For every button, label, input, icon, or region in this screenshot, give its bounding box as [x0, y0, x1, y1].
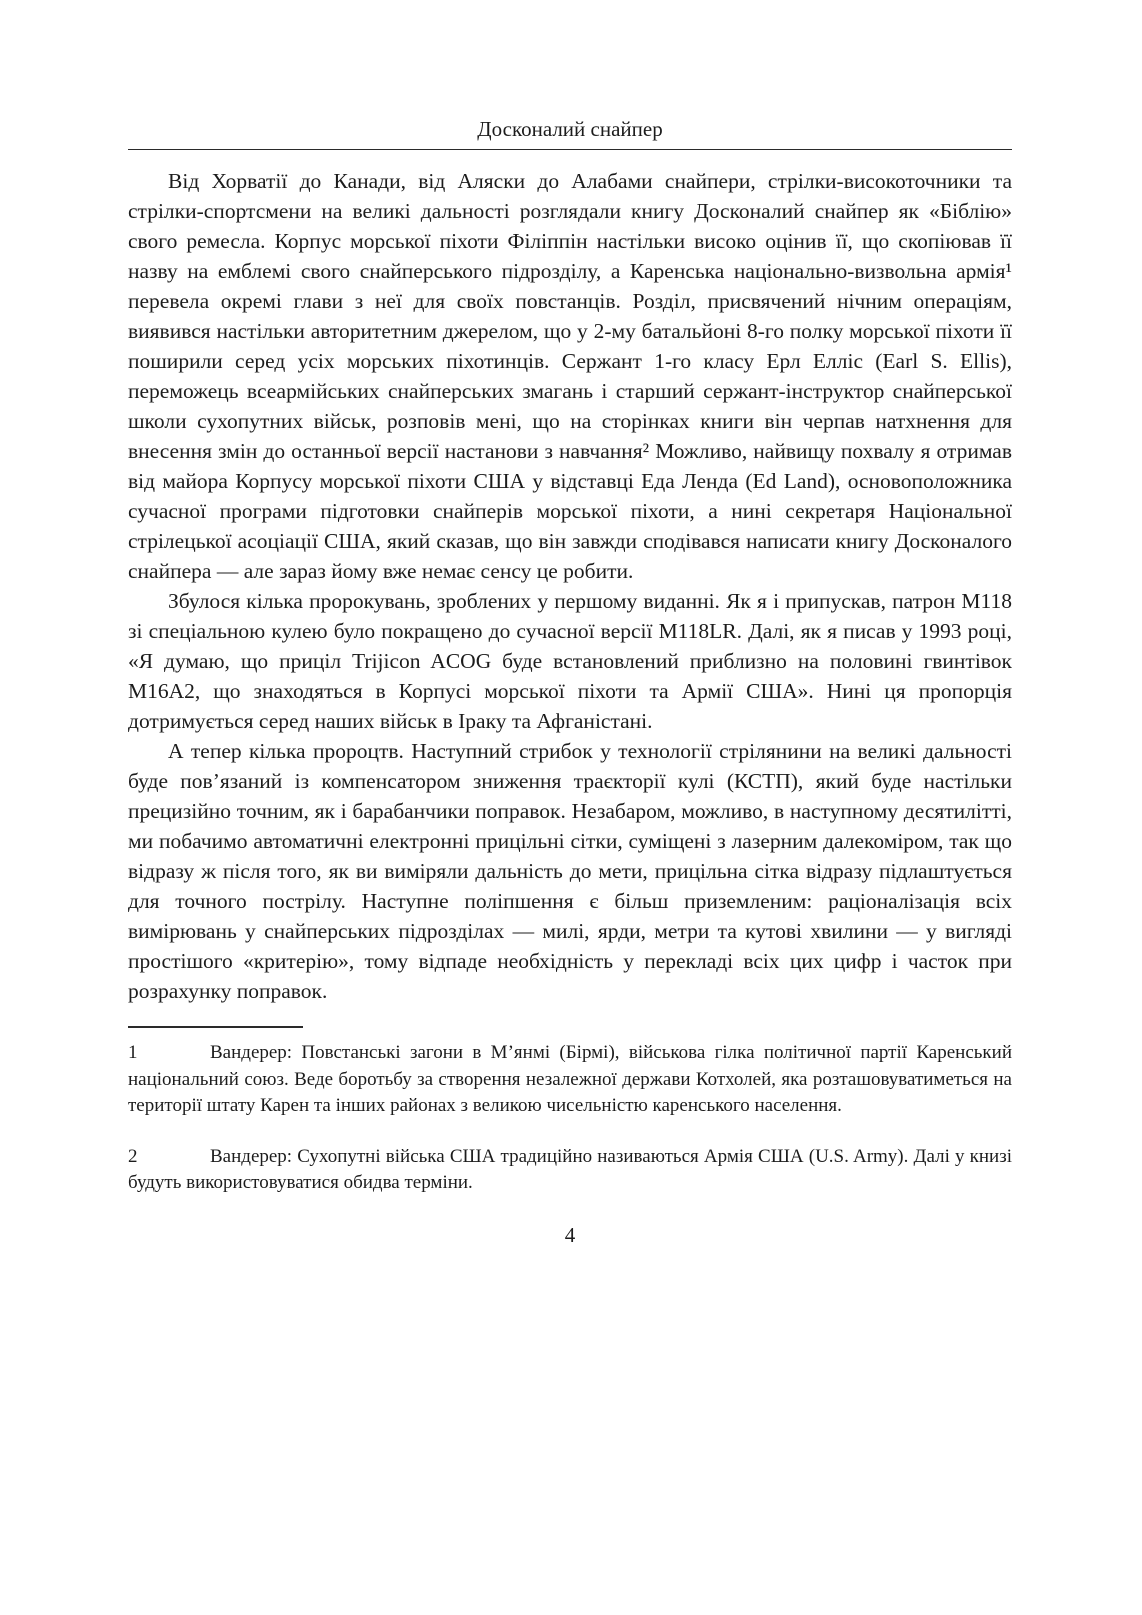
footnote-1-text: Вандерер: Повстанські загони в М’янмі (Бірмі), військова гілка політичної партії Каренський національний союз. Веде боротьбу за створення незалежної держави Котхолей, яка розташовуватиметься на території штату Карен та інших районах з великою чисельністю каренського населення. [128, 1042, 1012, 1116]
running-header-title: Досконалий снайпер [477, 117, 663, 141]
footnote-1 [128, 1040, 1012, 1120]
footnote-1-number: 1 [128, 1042, 138, 1063]
page-number: 4 [564, 1222, 576, 1247]
header-rule [128, 149, 1012, 150]
footnote-separator [128, 1026, 303, 1028]
paragraph-3: А тепер кілька пророцтв. Наступний стрибок у технології стрілянини на великі дальності буде пов’язаний із компенсатором зниження траєкторії кулі (КСТП), який буде настільки прецизійно точним, як і барабанчики поправок. Незабаром, можливо, в наступному десятилітті, ми побачимо автоматичні електронні прицільні сітки, суміщені з лазерним далекоміром, так що відразу ж після того, як ви виміряли дальність до мети, прицільна сітка відразу підлаштується для точного пострілу. Наступне поліпшення є більш приземленим: раціоналізація всіх вимірювань у снайперських підрозділах — милі, ярди, метри та кутові хвилини — у вигляді простішого «критерію», тому відпаде необхідність у перекладі всіх цих цифр і часток при розрахунку поправок. [128, 739, 1012, 1003]
paragraph-2: Збулося кілька пророкувань, зроблених у першому виданні. Як я і припускав, патрон М118 зі спеціальною кулею було покращено до сучасної версії M118LR. Далі, як я писав у 1993 році, «Я думаю, що приціл Trijicon ACOG буде встановлений приблизно на половині гвинтівок М16А2, що знаходяться в Корпусі морської піхоти та Армії США». Нині ця пропорція дотримується серед наших військ в Іраку та Афганістані. [128, 589, 1012, 733]
footnote-2-number: 2 [128, 1145, 138, 1167]
running-header [128, 116, 1012, 149]
paragraph-1: Від Хорватії до Канади, від Аляски до Алабами снайпери, стрілки-високоточники та стрілки-спортсмени на великі дальності розглядали книгу Досконалий снайпер як «Біблію» свого ремесла. Корпус морської піхоти Філіппін настільки високо оцінив її, що скопіював її назву на емблемі свого снайперського підрозділу, а Каренська національно-визвольна армія¹ перевела окремі глави з неї для своїх повстанців. Розділ, присвячений нічним операціям, виявився настільки авторитетним джерелом, що у 2-му батальйоні 8-го полку морської піхоти її поширили серед усіх морських піхотинців. Сержант 1-го класу Ерл Елліс (Earl S. Ellis), переможець всеармійських снайперських змагань і старший сержант-інструктор снайперської школи сухопутних військ, розповів мені, що на сторінках книги він черпав натхнення для внесення змін до останньої версії настанови з навчання² Можливо, найвищу похвалу я отримав від майора Корпусу морської піхоти США у відставці Еда Ленда (Ed Land), основоположника сучасної програми підготовки снайперів морської піхоти, а нині секретаря Національної стрілецької асоціації США, який сказав, що він завжди сподівався написати книгу Досконалого снайпера — але зараз йому вже немає сенсу це робити. [128, 169, 1012, 583]
body-text [128, 166, 1012, 1006]
footnote-2 [128, 1144, 1012, 1197]
footnotes [128, 1040, 1012, 1197]
footnote-2-text: Вандерер: Сухопутні війська США традиційно називаються Армія США (U.S. Army). Далі у книзі будуть використовуватися обидва терміни. [128, 1145, 1012, 1193]
